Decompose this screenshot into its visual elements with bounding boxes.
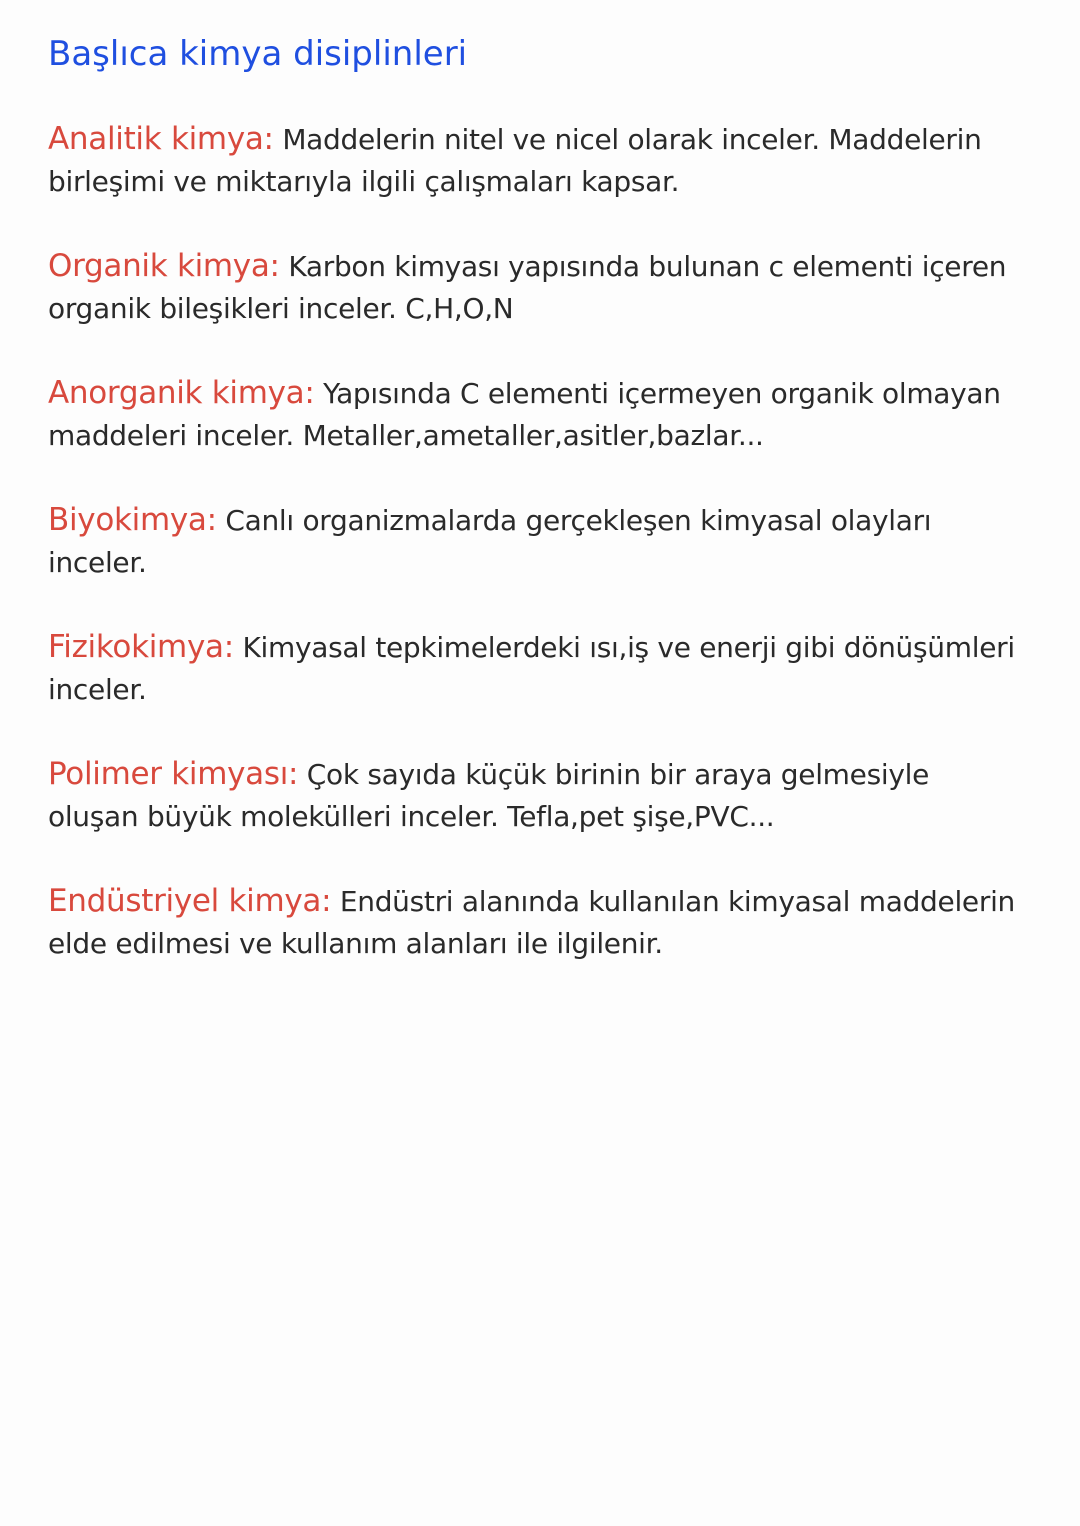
entry-term: Fizikokimya: (48, 629, 234, 665)
entry-text: Yapısında C elementi içermeyen organik olmayan maddeleri inceler. Metaller,ametaller,asitler,bazlar... (48, 377, 1001, 452)
entry-text: Endüstri alanında kullanılan kimyasal maddelerin elde edilmesi ve kullanım alanları ile ilgilenir. (48, 885, 1015, 960)
entry-polimer-kimyasi (48, 753, 1020, 838)
entry-term: Organik kimya: (48, 248, 280, 284)
entry-anorganik-kimya (48, 372, 1020, 457)
entry-text: Canlı organizmalarda gerçekleşen kimyasal olayları inceler. (48, 504, 932, 579)
entry-term: Endüstriyel kimya: (48, 883, 332, 919)
entry-term: Anorganik kimya: (48, 375, 315, 411)
entry-text: Karbon kimyası yapısında bulunan c elementi içeren organik bileşikleri inceler. C,H,O,N (48, 250, 1007, 325)
entry-analitik-kimya (48, 118, 1020, 203)
page-title: Başlıca kimya disiplinleri (48, 34, 468, 74)
entry-term: Analitik kimya: (48, 121, 274, 157)
entry-text: Kimyasal tepkimelerdeki ısı,iş ve enerji gibi dönüşümleri inceler. (48, 631, 1015, 706)
entry-fizikokimya (48, 626, 1020, 711)
entry-term: Biyokimya: (48, 502, 217, 538)
entry-text: Çok sayıda küçük birinin bir araya gelmesiyle oluşan büyük molekülleri inceler. Tefla,pet şişe,PVC... (48, 758, 930, 833)
entry-endustriyel-kimya (48, 880, 1020, 965)
entry-term: Polimer kimyası: (48, 756, 299, 792)
entry-text: Maddelerin nitel ve nicel olarak inceler. Maddelerin birleşimi ve miktarıyla ilgili çalışmaları kapsar. (48, 123, 982, 198)
entry-organik-kimya (48, 245, 1020, 330)
entry-biyokimya (48, 499, 1020, 584)
